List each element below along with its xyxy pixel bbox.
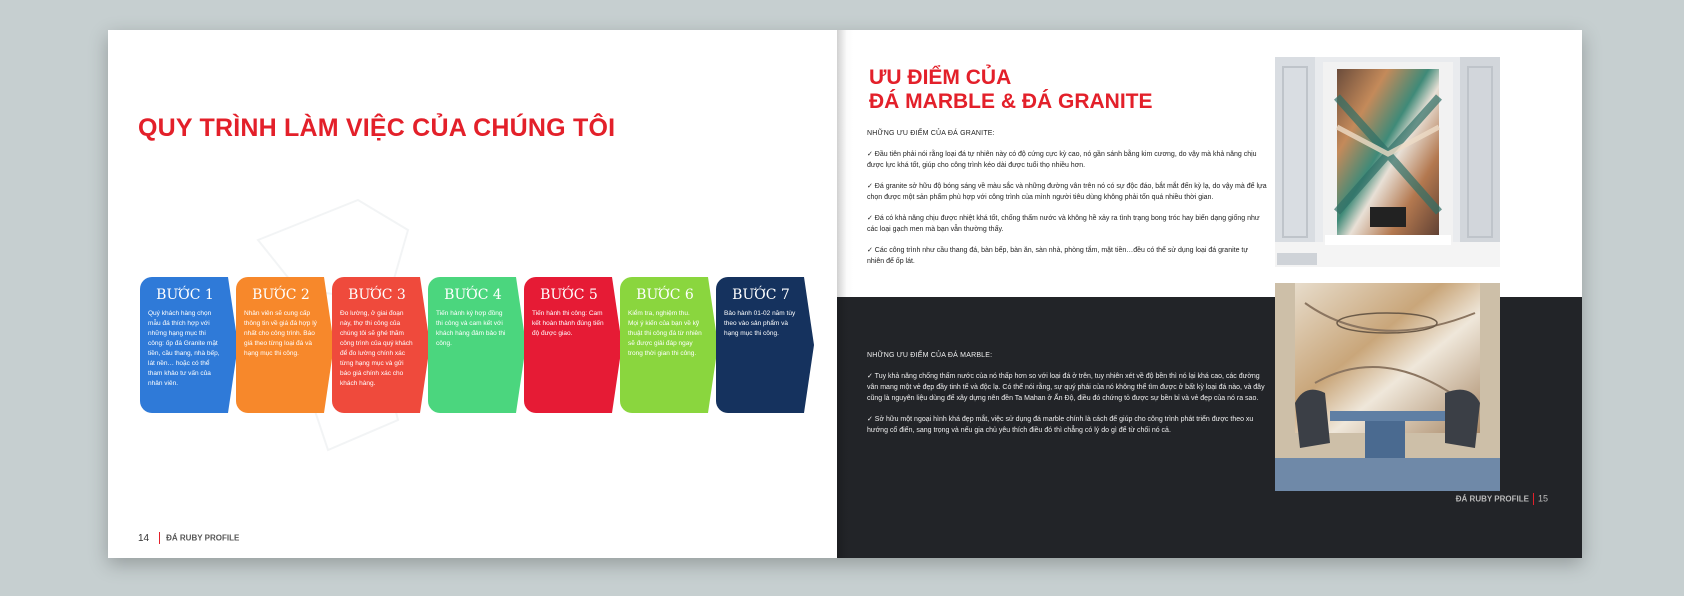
interior-photo-dining-marble [1275, 283, 1500, 491]
right-page [837, 30, 1582, 558]
step-card-1 [140, 277, 228, 413]
step-text: Tiến hành ký hợp đồng thi công và cam kết với khách hàng đảm bảo thi công. [436, 310, 506, 347]
book-gutter-shadow [837, 30, 853, 558]
step-card-5 [524, 277, 612, 413]
step-title: BƯỚC 7 [732, 287, 790, 303]
step-card-4 [428, 277, 516, 413]
page-title: QUY TRÌNH LÀM VIỆC CỦA CHÚNG TÔI [138, 114, 616, 142]
footer-brand: ĐÁ RUBY PROFILE [166, 533, 240, 543]
paragraph: ✓ Sở hữu một ngoại hình khá đẹp mắt, việc sử dụng đá marble chính là cách để giúp cho công trình phát triển được theo xu hướng cổ điển, sang trọng và nếu gia chủ yêu thích điều đó thì chẳng có lý do gì để từ chối nó cả. [867, 416, 1254, 434]
section-heading: NHỮNG ƯU ĐIỂM CỦA ĐÁ MARBLE: [867, 352, 993, 359]
paragraph: ✓ Tuy khả năng chống thấm nước của nó thấp hơn so với loại đá ở trên, tuy nhiên xét về độ bền thì nó lại khá cao, các đường vân mang một vẻ đẹp đầy tinh tế và độc lạ. Có thể nói rằng, sự quý phái của nó không thể tìm được ở bất kỳ loại đá nào, và đây cũng là nguyên liệu dùng để xây dựng nên đền Ta Mahan ở Ấn Độ, điều đó chứng tỏ được sự bền bỉ và vẻ đẹp của nó ra sao. [867, 373, 1265, 402]
paragraph: ✓ Đầu tiên phải nói rằng loại đá tự nhiên này có độ cứng cực kỳ cao, nó gần sánh bằng kim cương, do vậy mà khả năng chịu được lực khá tốt, giúp cho công trình kéo dài được tuổi thọ nhiều hơn. [867, 151, 1257, 169]
section-heading: NHỮNG ƯU ĐIỂM CỦA ĐÁ GRANITE: [867, 130, 995, 137]
step-card-2 [236, 277, 324, 413]
title-line-2: ĐÁ MARBLE & ĐÁ GRANITE [869, 90, 1153, 113]
step-text: Nhân viên sẽ cung cấp thông tin về giá đá hợp lý nhất cho công trình. Báo giá theo từng loại đá và hạng mục thi công. [244, 310, 317, 357]
paragraph: ✓ Đá có khả năng chịu được nhiệt khá tốt, chống thấm nước và không hề xảy ra tình trạng bong tróc hay biến dạng giống như các loại gạch men mà bạn vẫn thường thấy. [867, 215, 1260, 233]
brochure-spread [108, 30, 1582, 558]
step-text: Tiến hành thi công: Cam kết hoàn thành đúng tiến độ được giao. [532, 310, 604, 337]
page-footer-left [138, 532, 239, 544]
left-page [108, 30, 837, 558]
page-footer-right [1456, 493, 1548, 505]
paragraph: ✓ Đá granite sở hữu độ bóng sáng về màu sắc và những đường vân trên nó có sự độc đáo, bắt mắt đến kỳ lạ, do vậy mà để lựa chọn được một sản phẩm phù hợp với công trình của mình người tiêu dùng không phải tốn quá nhiều thời gian. [867, 183, 1267, 201]
interior-photo-marble-wall [1275, 57, 1500, 267]
footer-brand: ĐÁ RUBY PROFILE [1455, 494, 1529, 504]
step-title: BƯỚC 6 [636, 287, 694, 303]
step-title: BƯỚC 5 [540, 287, 598, 303]
step-text: Quý khách hàng chọn mẫu đá thích hợp với những hạng mục thi công: ốp đá Granite mặt tiền, cầu thang, nhà bếp, lát nền… hoặc có thể tham khảo tư vấn của nhân viên. [148, 310, 220, 387]
process-steps [140, 277, 796, 413]
step-title: BƯỚC 4 [444, 287, 502, 303]
page-title [869, 66, 1153, 114]
step-title: BƯỚC 2 [252, 287, 310, 303]
step-card-6 [620, 277, 708, 413]
step-text: Bảo hành 01-02 năm tùy theo vào sản phẩm và hạng mục thi công. [724, 310, 796, 337]
granite-section [867, 130, 1267, 277]
page-number: 15 [1537, 493, 1548, 504]
step-card-3 [332, 277, 420, 413]
step-text: Kiểm tra, nghiệm thu. Mọi ý kiến của bạn về kỹ thuật thi công đá từ nhiên sẽ được giải đáp ngay trong thời gian thi công. [628, 310, 702, 357]
title-line-1: ƯU ĐIỂM CỦA [869, 66, 1012, 89]
paragraph: ✓ Các công trình như cầu thang đá, bàn bếp, bàn ăn, sàn nhà, phòng tắm, mặt tiền…đều có thể sử dụng loại đá granite tự nhiên để ốp lát. [867, 247, 1249, 265]
step-title: BƯỚC 1 [156, 287, 214, 303]
page-number: 14 [138, 532, 150, 544]
step-text: Đo lường, ở giai đoạn này, thợ thi công của chúng tôi sẽ ghé thăm công trình của quý khách để đo lường chính xác từng hạng mục và gửi báo giá chính xác cho khách hàng. [340, 310, 413, 387]
step-title: BƯỚC 3 [348, 287, 406, 303]
marble-section [867, 352, 1267, 446]
step-card-7 [716, 277, 804, 413]
